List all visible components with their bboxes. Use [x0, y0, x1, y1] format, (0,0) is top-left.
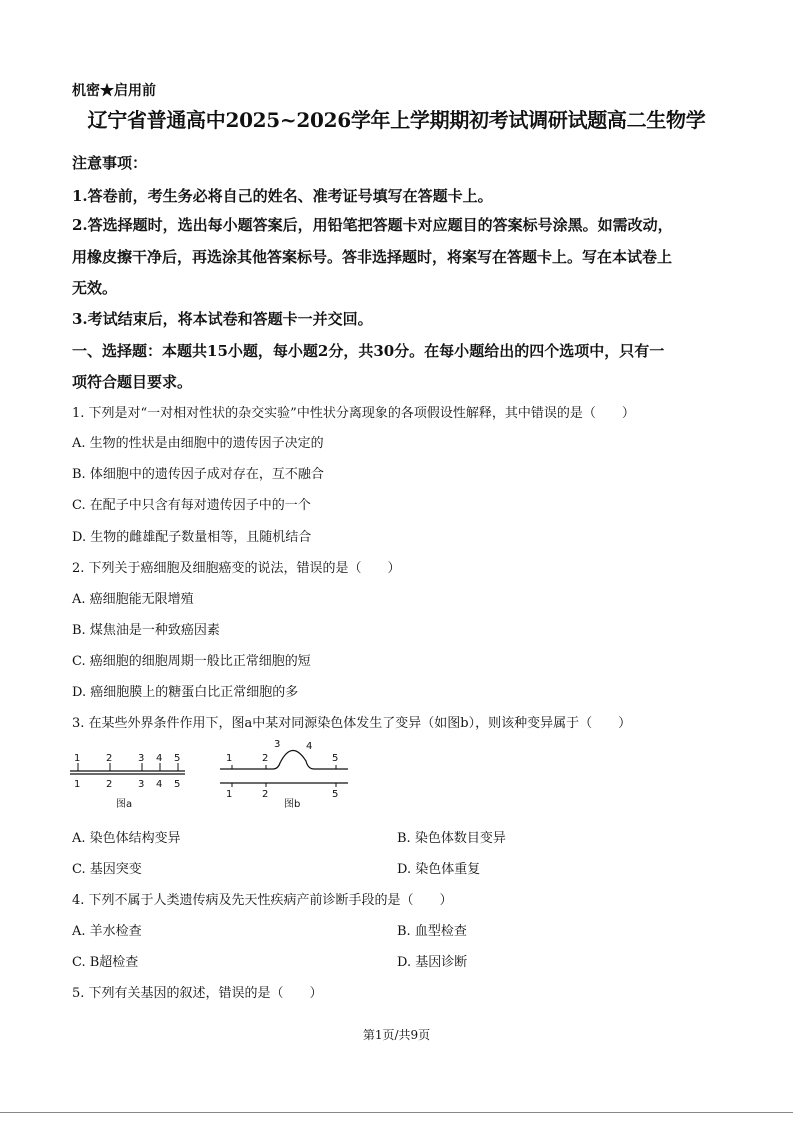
question-2-option-b: B. 煤焦油是一种致癌因素 [72, 623, 220, 638]
question-5-stem: 5. 下列有关基因的叙述，错误的是（ ） [72, 986, 323, 1001]
page-number: 第1页/共9页 [362, 1028, 431, 1042]
question-2-option-c: C. 癌细胞的细胞周期一般比正常细胞的短 [72, 654, 311, 669]
fig-a-top-label: 5 [174, 753, 181, 764]
exam-title: 辽宁省普通高中2025~2026学年上学期期初考试调研试题高二生物学 [87, 108, 706, 132]
fig-a-bottom-label: 5 [174, 779, 181, 790]
question-1-stem: 1. 下列是对“一对相对性状的杂交实验”中性状分离现象的各项假设性解释，其中错误的是（ ） [72, 406, 635, 421]
question-3-option-c: C. 基因突变 [72, 862, 142, 877]
page-divider [0, 1112, 793, 1113]
question-1-option-d: D. 生物的雌雄配子数量相等，且随机结合 [72, 530, 312, 545]
fig-b-bottom-label: 1 [226, 789, 233, 800]
question-1-option-c: C. 在配子中只含有每对遗传因子中的一个 [72, 498, 311, 513]
question-4-option-c: C. B超检查 [72, 955, 139, 970]
fig-b-top-label: 2 [262, 753, 269, 764]
notice-item: 2.答选择题时，选出每小题答案后，用铅笔把答题卡对应题目的答案标号涂黑。如需改动， [72, 216, 673, 234]
fig-a-top-label: 4 [156, 753, 163, 764]
fig-b-top-label: 3 [274, 739, 281, 750]
fig-b-top-label: 5 [332, 753, 339, 764]
fig-b-top-label: 4 [306, 741, 313, 752]
question-3-option-b: B. 染色体数目变异 [397, 831, 506, 846]
question-4-option-b: B. 血型检查 [397, 924, 467, 939]
secret-label: 机密★启用前 [72, 83, 156, 99]
fig-a-bottom-label: 4 [156, 779, 163, 790]
fig-a-bottom-label: 3 [138, 779, 145, 790]
question-3-stem: 3. 在某些外界条件作用下，图a中某对同源染色体发生了变异（如图b），则该种变异属于（ ） [72, 716, 632, 731]
notice-item: 3.考试结束后，将本试卷和答题卡一并交回。 [72, 310, 373, 328]
fig-b-caption: 图b [284, 799, 301, 810]
fig-a-bottom-label: 1 [74, 779, 81, 790]
notice-item: 1.答卷前，考生务必将自己的姓名、准考证号填写在答题卡上。 [72, 187, 493, 205]
question-1-option-a: A. 生物的性状是由细胞中的遗传因子决定的 [72, 436, 324, 451]
fig-a-top-label: 2 [106, 753, 113, 764]
question-1-option-b: B. 体细胞中的遗传因子成对存在，互不融合 [72, 467, 324, 482]
fig-b-top-label: 1 [226, 753, 233, 764]
question-4-option-a: A. 羊水检查 [72, 924, 142, 939]
question-2-option-a: A. 癌细胞能无限增殖 [72, 592, 194, 607]
section-heading-cont: 项符合题目要求。 [72, 373, 193, 391]
question-3-option-a: A. 染色体结构变异 [72, 831, 181, 846]
question-2-stem: 2. 下列关于癌细胞及细胞癌变的说法，错误的是（ ） [72, 561, 401, 576]
question-4-stem: 4. 下列不属于人类遗传病及先天性疾病产前诊断手段的是（ ） [72, 893, 453, 908]
notice-heading: 注意事项： [72, 154, 148, 172]
question-3-option-d: D. 染色体重复 [397, 862, 481, 877]
fig-b-bottom-label: 2 [262, 789, 269, 800]
figure-b-chromosome-diagram [218, 735, 353, 810]
fig-a-top-label: 3 [138, 753, 145, 764]
fig-b-bottom-label: 5 [332, 789, 339, 800]
fig-a-bottom-label: 2 [106, 779, 113, 790]
fig-a-top-label: 1 [74, 753, 81, 764]
question-4-option-d: D. 基因诊断 [397, 955, 468, 970]
figure-a-chromosome-diagram [70, 745, 190, 810]
section-heading: 一、选择题：本题共15小题，每小题2分，共30分。在每小题给出的四个选项中，只有一 [72, 342, 665, 360]
fig-a-caption: 图a [116, 799, 133, 810]
notice-item: 无效。 [72, 279, 118, 297]
question-2-option-d: D. 癌细胞膜上的糖蛋白比正常细胞的多 [72, 685, 299, 700]
notice-item: 用橡皮擦干净后，再选涂其他答案标号。答非选择题时，将案写在答题卡上。写在本试卷上 [72, 248, 673, 266]
